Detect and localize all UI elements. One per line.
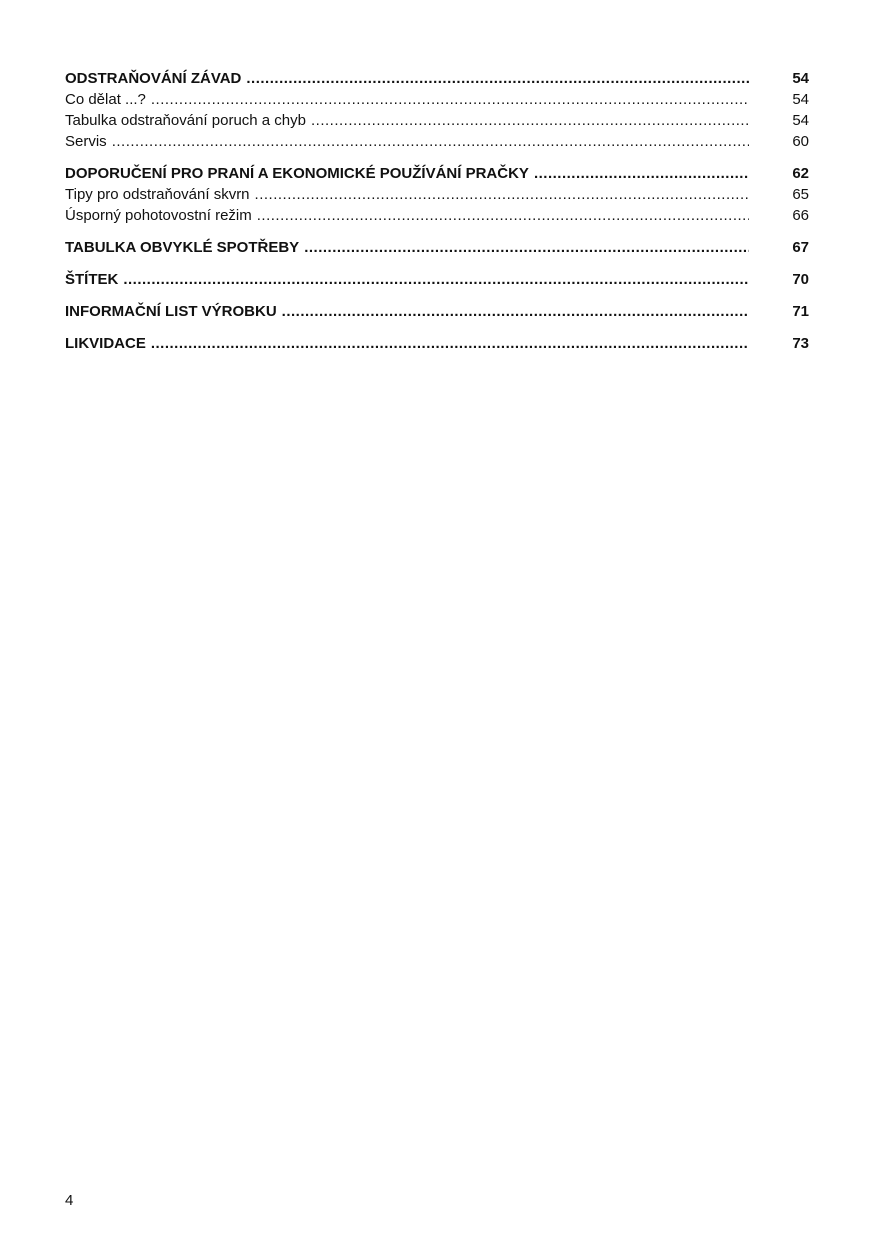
dot-leader [534,163,749,184]
dot-leader [282,301,749,322]
toc-entry-title: Tipy pro odstraňování skvrn [65,186,250,203]
toc-entry-page: 62 [792,165,809,182]
toc-entry-page: 54 [792,91,809,108]
toc-entry-title: TABULKA OBVYKLÉ SPOTŘEBY [65,239,300,256]
toc-section-likvidace [65,333,809,354]
toc-entry-title: Servis [65,133,107,150]
toc-sub-entry[interactable] [65,131,809,152]
dot-leader [151,333,749,354]
toc-section-doporuceni [65,163,809,226]
toc-entry-page: 67 [792,239,809,256]
toc-entry-title: Úsporný pohotovostní režim [65,207,252,224]
toc-main-entry[interactable] [65,301,809,322]
toc-sub-entry[interactable] [65,184,809,205]
toc-sub-entry[interactable] [65,89,809,110]
toc-entry-page: 70 [792,271,809,288]
dot-leader [257,205,749,226]
toc-entry-title: LIKVIDACE [65,335,146,352]
toc-main-entry[interactable] [65,237,809,258]
toc-entry-title: INFORMAČNÍ LIST VÝROBKU [65,303,277,320]
toc-section-tabulka-spotreby [65,237,809,258]
toc-section-odstranovani-zavad [65,68,809,152]
toc-entry-page: 71 [792,303,809,320]
toc-entry-page: 60 [792,133,809,150]
dot-leader [246,68,749,89]
dot-leader [151,89,749,110]
toc-sub-entry[interactable] [65,205,809,226]
toc-entry-page: 73 [792,335,809,352]
dot-leader [304,237,749,258]
dot-leader [255,184,749,205]
toc-section-informacni-list [65,301,809,322]
table-of-contents [65,68,809,365]
toc-entry-title: Tabulka odstraňování poruch a chyb [65,112,306,129]
dot-leader [112,131,749,152]
toc-main-entry[interactable] [65,68,809,89]
toc-main-entry[interactable] [65,269,809,290]
dot-leader [311,110,749,131]
dot-leader [123,269,749,290]
toc-entry-page: 54 [792,112,809,129]
toc-main-entry[interactable] [65,333,809,354]
page-number: 4 [65,1192,74,1209]
toc-entry-title: Co dělat ...? [65,91,146,108]
toc-entry-title: ODSTRAŇOVÁNÍ ZÁVAD [65,70,242,87]
toc-entry-page: 65 [792,186,809,203]
toc-entry-page: 66 [792,207,809,224]
toc-sub-entry[interactable] [65,110,809,131]
toc-main-entry[interactable] [65,163,809,184]
toc-section-stitek [65,269,809,290]
toc-entry-page: 54 [792,70,809,87]
toc-entry-title: ŠTÍTEK [65,271,119,288]
toc-entry-title: DOPORUČENÍ PRO PRANÍ A EKONOMICKÉ POUŽÍVÁNÍ PRAČKY [65,165,529,182]
